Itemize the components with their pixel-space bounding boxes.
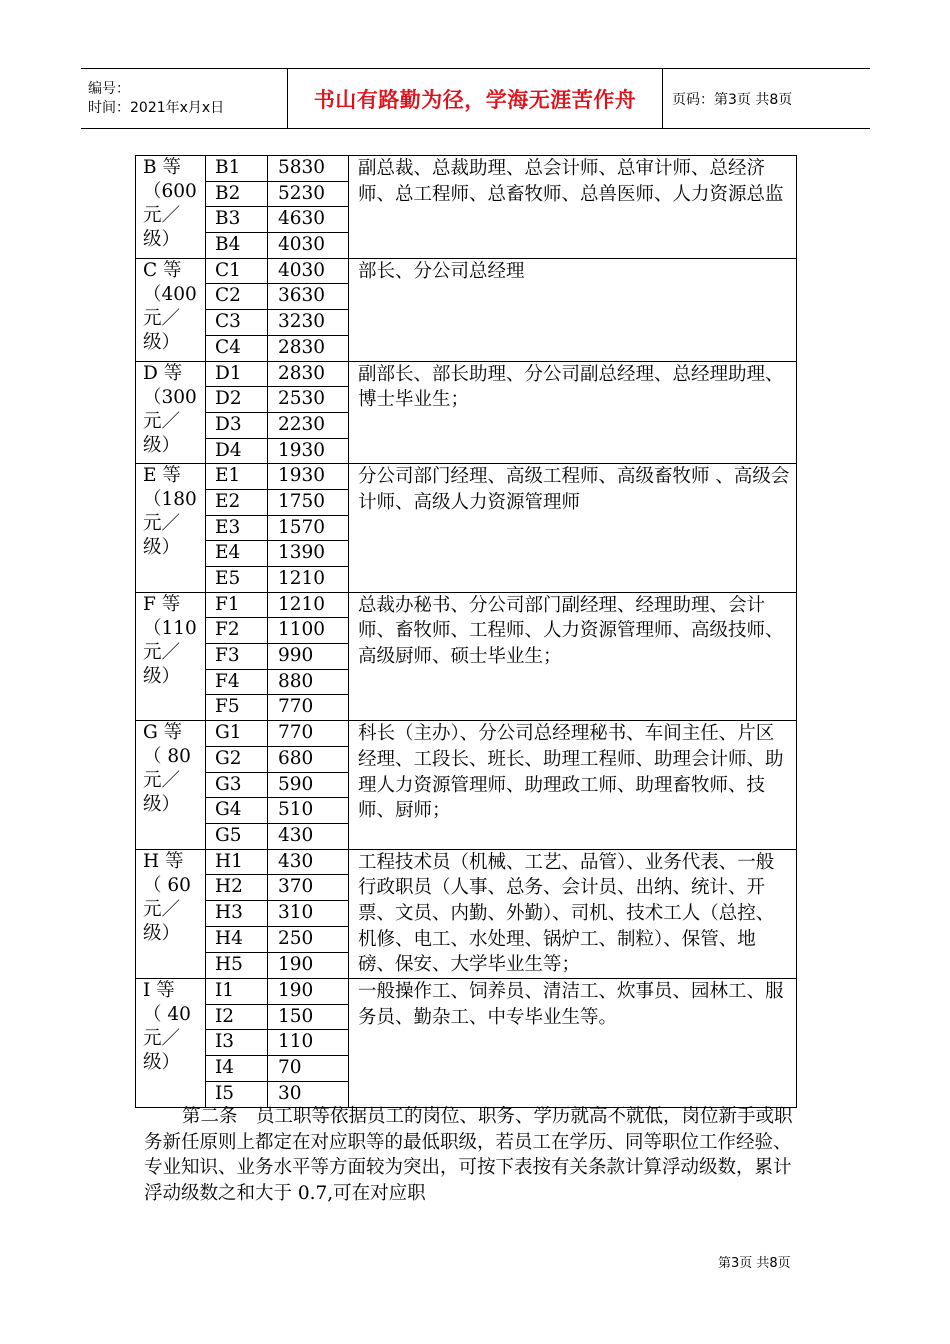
salary-cell: 1750 [268,489,349,515]
table-row [136,464,797,490]
level-cell: F4 [206,669,268,695]
positions-cell: 分公司部门经理、高级工程师、高级畜牧师 、高级会计师、高级人力资源管理师 [349,464,797,592]
salary-cell: 70 [268,1056,349,1082]
positions-cell: 科长（主办）、分公司总经理秘书、车间主任、片区经理、工段长、班长、助理工程师、助理会计师、助理人力资源管理师、助理政工师、助理畜牧师、技师、厨师； [349,721,797,849]
grade-cell [136,156,206,259]
document-date-label: 时间：2021年x月x日 [88,99,225,116]
page-footer: 第3页 共8页 [718,1256,791,1271]
salary-cell: 770 [268,695,349,721]
salary-cell: 4030 [268,233,349,259]
salary-cell: 1210 [268,592,349,618]
document-number-label: 编号： [88,80,130,97]
salary-cell: 510 [268,798,349,824]
salary-cell: 2830 [268,361,349,387]
salary-cell: 5830 [268,156,349,182]
level-cell: F5 [206,695,268,721]
level-cell: I5 [206,1081,268,1107]
level-cell: E3 [206,515,268,541]
level-cell: B2 [206,181,268,207]
level-cell: H5 [206,953,268,979]
header-meta [81,69,288,129]
level-cell: D4 [206,438,268,464]
header-motto: 书山有路勤为径，学海无涯苦作舟 [288,69,663,129]
salary-cell: 1210 [268,567,349,593]
level-cell: B4 [206,233,268,259]
level-cell: E5 [206,567,268,593]
grade-cell [136,979,206,1107]
salary-cell: 2530 [268,387,349,413]
salary-cell: 430 [268,823,349,849]
salary-cell: 30 [268,1081,349,1107]
grade-cell [136,464,206,592]
grade-step-amount: （110元／级） [143,617,197,687]
salary-cell: 190 [268,953,349,979]
salary-cell: 1930 [268,438,349,464]
table-row [136,849,797,875]
level-cell: B1 [206,156,268,182]
grade-step-amount: （180元／级） [143,489,197,559]
level-cell: H4 [206,927,268,953]
grade-name: G 等 [143,722,183,744]
grade-step-amount: （ 80元／级） [143,746,191,816]
grade-step-amount: （600元／级） [143,181,197,250]
salary-cell: 150 [268,1004,349,1030]
salary-cell: 3230 [268,310,349,336]
table-row [136,979,797,1005]
level-cell: F2 [206,618,268,644]
level-cell: B3 [206,207,268,233]
level-cell: G5 [206,823,268,849]
grade-cell [136,258,206,361]
level-cell: D1 [206,361,268,387]
positions-cell: 副部长、部长助理、分公司副总经理、总经理助理、博士毕业生； [349,361,797,464]
salary-cell: 3630 [268,284,349,310]
salary-cell: 880 [268,669,349,695]
grade-name: H 等 [143,850,184,872]
salary-cell: 4630 [268,207,349,233]
table-row [136,721,797,747]
grade-step-amount: （400元／级） [143,283,197,353]
grade-cell [136,849,206,979]
level-cell: G4 [206,798,268,824]
grade-step-amount: （ 40元／级） [143,1004,191,1074]
grade-name: F 等 [143,593,181,615]
level-cell: C3 [206,310,268,336]
level-cell: H1 [206,849,268,875]
level-cell: I2 [206,1004,268,1030]
positions-cell: 工程技术员（机械、工艺、品管）、业务代表、一般行政职员（人事、总务、会计员、出纳、统计、开票、文员、内勤、外勤）、司机、技术工人（总控、机修、电工、水处理、锅炉工、制粒）、保管、地磅、保安、大学毕业生等； [349,849,797,979]
positions-cell: 部长、分公司总经理 [349,258,797,361]
grade-name: B 等 [143,157,181,178]
salary-grade-table [135,155,797,1108]
level-cell: D3 [206,412,268,438]
positions-cell: 总裁办秘书、分公司部门副经理、经理助理、会计师、畜牧师、工程师、人力资源管理师、高级技师、高级厨师、硕士毕业生； [349,592,797,720]
salary-cell: 5230 [268,181,349,207]
positions-cell: 一般操作工、饲养员、清洁工、炊事员、园林工、服务员、勤杂工、中专毕业生等。 [349,979,797,1107]
salary-cell: 2830 [268,335,349,361]
grade-name: C 等 [143,259,182,281]
grade-name: I 等 [143,980,175,1002]
salary-cell: 250 [268,927,349,953]
table-row [136,361,797,387]
salary-cell: 990 [268,644,349,670]
level-cell: I3 [206,1030,268,1056]
salary-cell: 4030 [268,258,349,284]
page-header [81,68,870,129]
grade-name: E 等 [143,465,181,487]
level-cell: F3 [206,644,268,670]
salary-cell: 590 [268,772,349,798]
salary-cell: 680 [268,746,349,772]
salary-cell: 310 [268,901,349,927]
body-text [144,1104,804,1206]
level-cell: H2 [206,875,268,901]
salary-cell: 190 [268,979,349,1005]
salary-cell: 110 [268,1030,349,1056]
salary-cell: 2230 [268,412,349,438]
header-page-number: 页码：第3页 共8页 [663,69,871,129]
article-two-paragraph: 第二条 员工职等依据员工的岗位、职务、学历就高不就低，岗位新手或职务新任原则上都定在对应职等的最低职级，若员工在学历、同等职位工作经验、专业知识、业务水平等方面较为突出，可按下表按有关条款计算浮动级数，累计浮动级数之和大于 0.7,可在对应职 [144,1106,793,1204]
table-row [136,258,797,284]
grade-cell [136,721,206,849]
level-cell: G2 [206,746,268,772]
salary-cell: 770 [268,721,349,747]
level-cell: E2 [206,489,268,515]
level-cell: F1 [206,592,268,618]
level-cell: C4 [206,335,268,361]
level-cell: I4 [206,1056,268,1082]
level-cell: I1 [206,979,268,1005]
level-cell: G3 [206,772,268,798]
grade-cell [136,361,206,464]
level-cell: H3 [206,901,268,927]
positions-cell: 副总裁、总裁助理、总会计师、总审计师、总经济师、总工程师、总畜牧师、总兽医师、人力资源总监 [349,156,797,259]
level-cell: C1 [206,258,268,284]
salary-cell: 1390 [268,541,349,567]
level-cell: G1 [206,721,268,747]
level-cell: C2 [206,284,268,310]
salary-cell: 1570 [268,515,349,541]
grade-cell [136,592,206,720]
salary-cell: 370 [268,875,349,901]
salary-cell: 1930 [268,464,349,490]
grade-step-amount: （300元／级） [143,386,197,456]
salary-cell: 430 [268,849,349,875]
grade-step-amount: （ 60元／级） [143,874,191,944]
table-row [136,592,797,618]
table-row [136,156,797,182]
grade-name: D 等 [143,362,183,384]
level-cell: E1 [206,464,268,490]
level-cell: E4 [206,541,268,567]
salary-cell: 1100 [268,618,349,644]
level-cell: D2 [206,387,268,413]
